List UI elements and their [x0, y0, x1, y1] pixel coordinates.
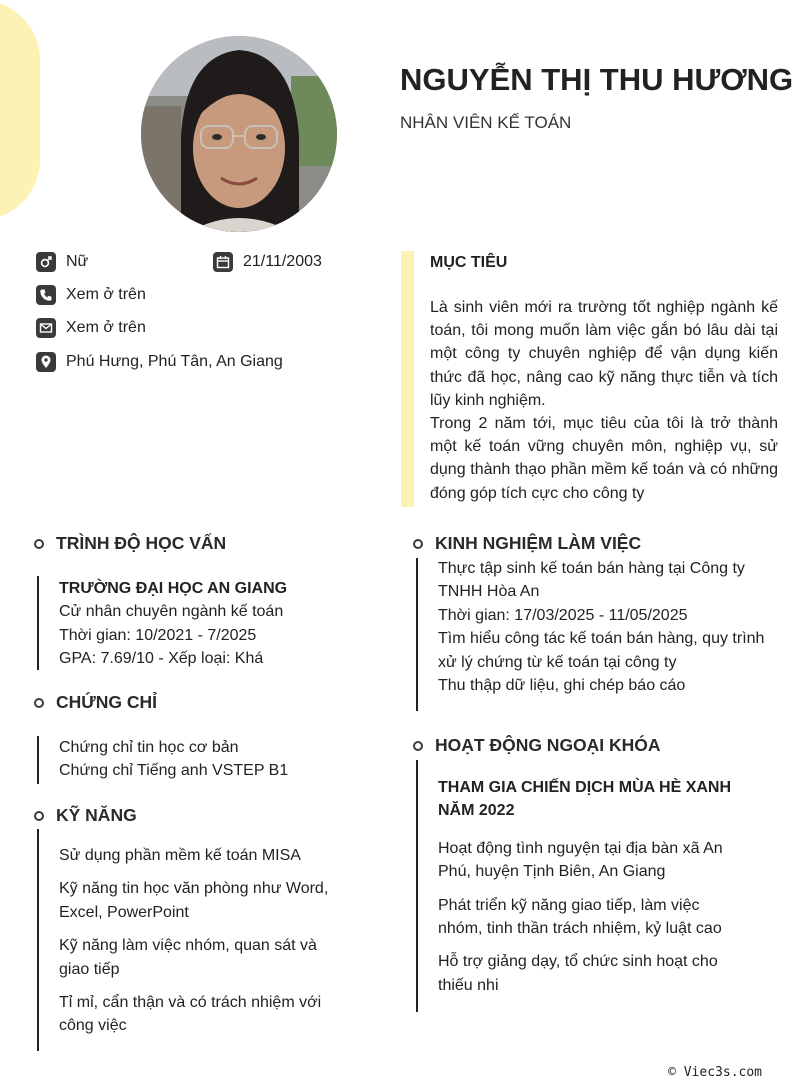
- experience-duty: Thu thập dữ liệu, ghi chép báo cáo: [438, 677, 686, 695]
- objective-paragraph: Là sinh viên mới ra trường tốt nghiệp ngành kế toán, tôi mong muốn làm việc gắn bó lâu dài tại một công ty chuyên nghiệp để vận dụng kiến thức đã học, nâng cao kỹ năng thực tiễn và tích lũy kinh nghiệm.: [430, 299, 778, 409]
- candidate-name: NGUYỄN THỊ THU HƯƠNG: [400, 62, 794, 97]
- section-divider-line: [37, 576, 39, 670]
- certificates-list: [59, 736, 359, 783]
- phone-icon: [36, 285, 56, 305]
- activity-event: THAM GIA CHIẾN DỊCH MÙA HÈ XANH NĂM 2022: [438, 779, 732, 820]
- bullet-dot-icon: [34, 698, 44, 708]
- phone-value: Xem ở trên: [66, 286, 146, 303]
- degree: Cử nhân chuyên ngành kế toán: [59, 603, 284, 621]
- email-row: [36, 318, 146, 338]
- experience-details: [438, 557, 773, 697]
- certificate-item: Chứng chỉ tin học cơ bản: [59, 739, 239, 756]
- activities-section-title: [413, 735, 661, 756]
- education-period: Thời gian: 10/2021 - 7/2025: [59, 626, 257, 644]
- objective-paragraph: Trong 2 năm tới, mục tiêu của tôi là trở thành một kế toán vững chuyên môn, nghiệp vụ, sử dụng thành thạo phần mềm kế toán và có những đóng góp tích cực cho công ty: [430, 415, 778, 502]
- skills-list: [59, 844, 344, 1038]
- certificates-title: CHỨNG CHỈ: [56, 692, 158, 712]
- education-section-title: [34, 533, 226, 554]
- certificates-section-title: [34, 692, 157, 713]
- objective-title: MỤC TIÊU: [430, 254, 508, 271]
- certificate-item: Chứng chỉ Tiếng anh VSTEP B1: [59, 762, 289, 780]
- section-divider-line: [37, 736, 39, 784]
- experience-section-title: [413, 533, 641, 554]
- skill-item: Kỹ năng làm việc nhóm, quan sát và giao tiếp: [59, 937, 317, 978]
- gpa: GPA: 7.69/10 - Xếp loại: Khá: [59, 650, 264, 668]
- bullet-dot-icon: [34, 811, 44, 821]
- phone-row: [36, 285, 146, 305]
- education-details: [59, 577, 359, 671]
- bullet-dot-icon: [34, 539, 44, 549]
- birthdate-value: 21/11/2003: [243, 253, 322, 270]
- skills-title: KỸ NĂNG: [56, 805, 137, 825]
- experience-duty: Tìm hiểu công tác kế toán bán hàng, quy trình xử lý chứng từ kế toán tại công ty: [438, 630, 765, 671]
- education-title: TRÌNH ĐỘ HỌC VẤN: [56, 533, 227, 553]
- birthdate-row: [213, 252, 322, 272]
- activity-item: Phát triển kỹ năng giao tiếp, làm việc nhóm, tinh thần trách nhiệm, kỷ luật cao: [438, 896, 722, 938]
- section-divider-line: [37, 829, 39, 1051]
- activity-item: Hỗ trợ giảng dạy, tổ chức sinh hoạt cho thiếu nhi: [438, 953, 718, 994]
- section-divider-line: [416, 760, 418, 1012]
- avatar: [141, 36, 337, 232]
- skill-item: Sử dụng phần mềm kế toán MISA: [59, 847, 301, 864]
- job-position: NHÂN VIÊN KẾ TOÁN: [400, 113, 572, 132]
- objective-accent-bar: [401, 251, 414, 507]
- gender-row: [36, 252, 88, 272]
- skills-section-title: [34, 805, 137, 826]
- address-value: Phú Hưng, Phú Tân, An Giang: [66, 353, 283, 370]
- calendar-icon: [213, 252, 233, 272]
- activities-details: [438, 776, 743, 997]
- objective-text: [430, 296, 778, 505]
- school-name: TRƯỜNG ĐẠI HỌC AN GIANG: [59, 580, 288, 597]
- section-divider-line: [416, 558, 418, 711]
- email-value: Xem ở trên: [66, 319, 146, 336]
- experience-period: Thời gian: 17/03/2025 - 11/05/2025: [438, 606, 688, 624]
- decorative-shape: [0, 0, 40, 220]
- location-pin-icon: [36, 352, 56, 372]
- bullet-dot-icon: [413, 741, 423, 751]
- skill-item: Kỹ năng tin học văn phòng như Word, Excel, PowerPoint: [59, 880, 329, 921]
- experience-role: Thực tập sinh kế toán bán hàng tại Công ty TNHH Hòa An: [438, 560, 745, 601]
- footer-credit: © Viec3s.com: [668, 1065, 762, 1080]
- gender-value: Nữ: [66, 253, 89, 270]
- activities-title: HOẠT ĐỘNG NGOẠI KHÓA: [435, 735, 661, 755]
- bullet-dot-icon: [413, 539, 423, 549]
- experience-title: KINH NGHIỆM LÀM VIỆC: [435, 533, 642, 553]
- mail-icon: [36, 318, 56, 338]
- address-row: [36, 352, 283, 372]
- activity-item: Hoạt động tình nguyện tại địa bàn xã An Phú, huyện Tịnh Biên, An Giang: [438, 839, 723, 881]
- gender-icon: [36, 252, 56, 272]
- skill-item: Tỉ mỉ, cẩn thận và có trách nhiệm với công việc: [59, 994, 322, 1035]
